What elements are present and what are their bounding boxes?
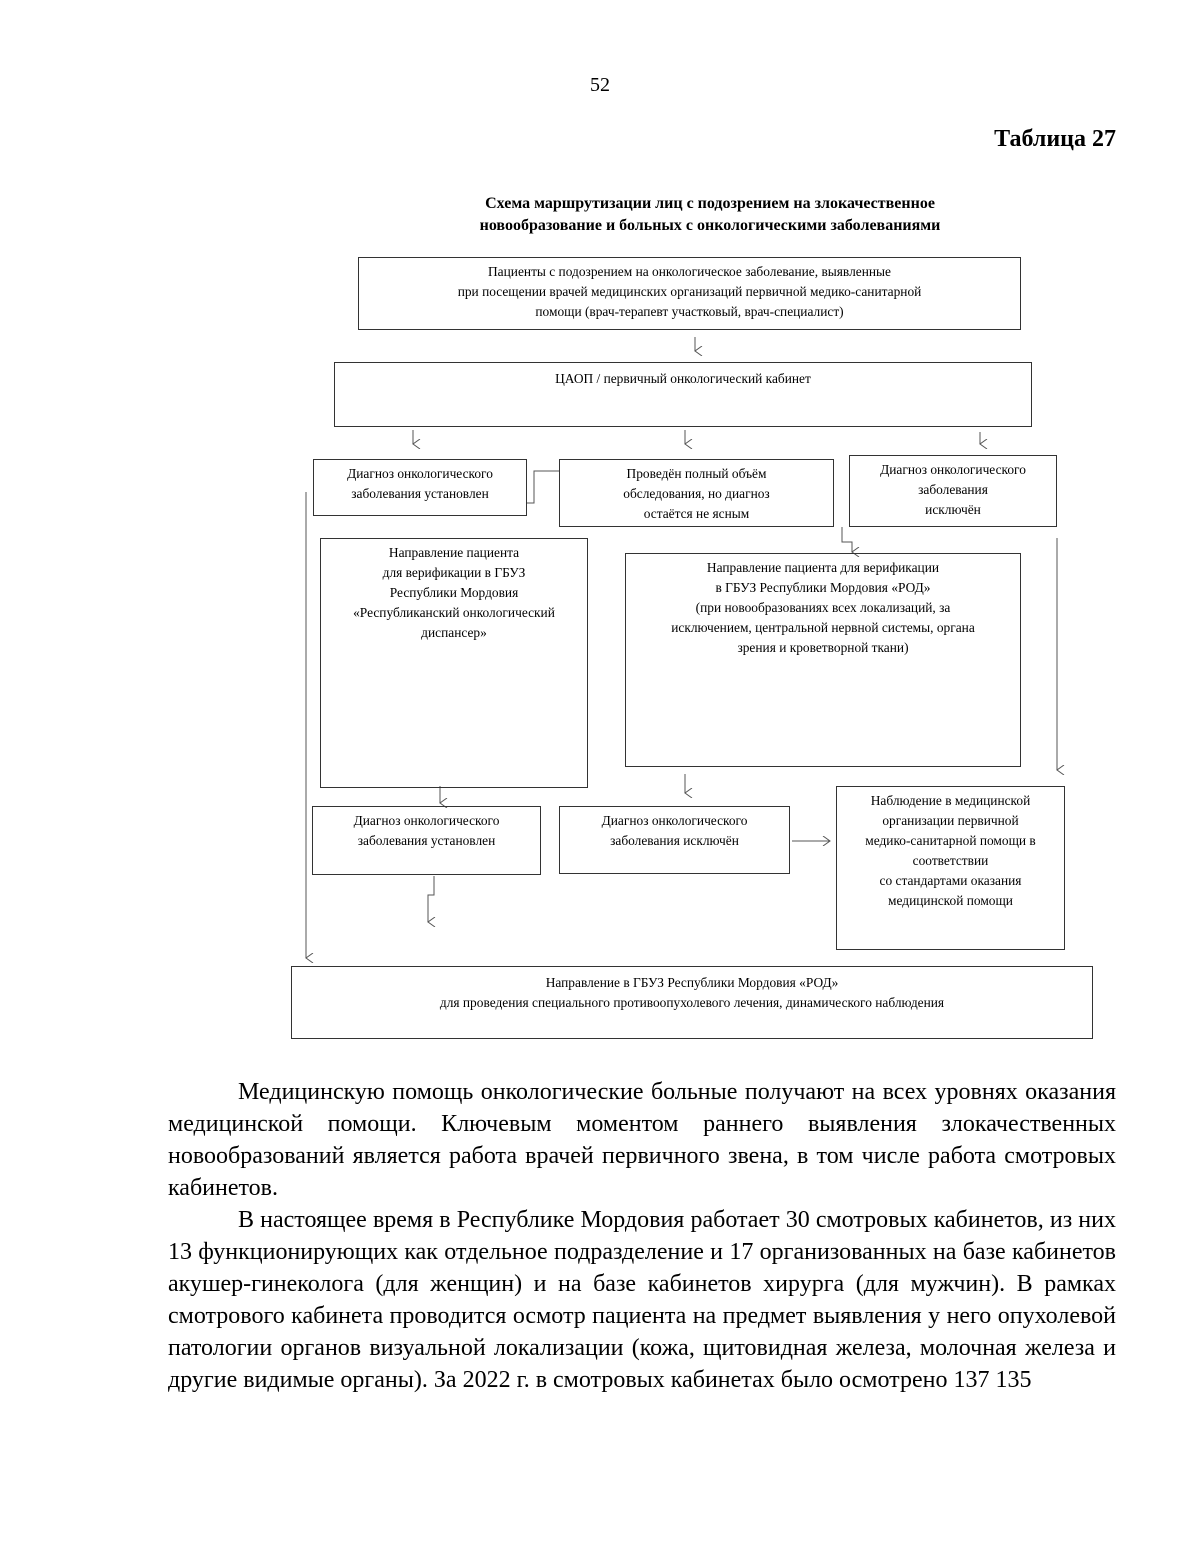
box-line: исключением, центральной нервной системы, органа: [671, 620, 975, 635]
box-line: ЦАОП / первичный онкологический кабинет: [555, 371, 811, 386]
box-line: со стандартами оказания: [879, 873, 1022, 888]
box-line: заболевания установлен: [351, 486, 489, 501]
box-observation: [836, 786, 1065, 950]
box-line: Направление в ГБУЗ Республики Мордовия «РОД»: [545, 975, 839, 990]
box-line: Диагноз онкологического: [601, 813, 748, 828]
box-line: при посещении врачей медицинских организаций первичной медико-санитарной: [457, 284, 922, 299]
arrow-unclear-to-established: [527, 471, 559, 503]
box-line: заболевания установлен: [357, 833, 496, 848]
box-line: Проведён полный объём: [626, 466, 767, 481]
box-line: заболевания: [918, 482, 988, 497]
box-line: «Республиканский онкологический: [353, 605, 555, 620]
scheme-title-line: Схема маршрутизации лиц с подозрением на злокачественное: [485, 195, 935, 212]
box-diag-established-2: [312, 806, 541, 875]
box-line: Диагноз онкологического: [347, 466, 493, 481]
arrow-unclear-to-rod: [842, 527, 852, 552]
box-line: Направление пациента: [388, 545, 520, 560]
box-line: Диагноз онкологического: [353, 813, 500, 828]
table-label: Таблица 27: [994, 126, 1116, 152]
box-line: (при новообразованиях всех локализаций, за: [695, 600, 951, 615]
box-line: для верификации в ГБУЗ: [382, 565, 526, 580]
box-line: Наблюдение в медицинской: [870, 793, 1031, 808]
box-line: соответствии: [912, 853, 989, 868]
box-exam-unclear: [559, 459, 834, 527]
box-line: Республики Мордовия: [389, 585, 519, 600]
box-diag-excluded-1: [849, 455, 1057, 527]
box-line: диспансер»: [421, 625, 487, 640]
box-line: для проведения специального противоопухолевого лечения, динамического наблюдения: [439, 995, 945, 1010]
box-tsaop: [334, 362, 1032, 427]
page-number: 52: [590, 74, 610, 96]
box-line: заболевания исключён: [610, 833, 739, 848]
box-line: медико-санитарной помощи в: [865, 833, 1036, 848]
box-referral-dispensary: [320, 538, 588, 788]
box-diag-excluded-2: [559, 806, 790, 874]
box-line: медицинской помощи: [888, 893, 1013, 908]
box-line: Направление пациента для верификации: [706, 560, 940, 575]
box-line: остаётся не ясным: [643, 506, 750, 521]
box-line: исключён: [925, 502, 981, 517]
box-line: помощи (врач-терапевт участковый, врач-специалист): [535, 304, 844, 319]
box-diag-established-1: [313, 459, 527, 516]
arrow-established-to-final: [428, 876, 434, 922]
box-line: Диагноз онкологического: [880, 462, 1026, 477]
box-line: в ГБУЗ Республики Мордовия «РОД»: [715, 580, 931, 595]
box-line: организации первичной: [882, 813, 1019, 828]
box-line: Пациенты с подозрением на онкологическое заболевание, выявленные: [488, 264, 891, 279]
box-final-referral: [291, 966, 1093, 1039]
paragraph: Медицинскую помощь онкологические больные получают на всех уровнях оказания медицинской помощи. Ключевым моментом раннего выявления злокачественных новообразований является работа врачей первичного звена, в том числе работа смотровых кабинетов.: [168, 1079, 1116, 1201]
scheme-title-line: новообразование и больных с онкологическими заболеваниями: [479, 217, 941, 234]
box-line: зрения и кроветворной ткани): [737, 640, 909, 655]
box-referral-rod: [625, 553, 1021, 767]
box-patients: [358, 257, 1021, 330]
box-line: обследования, но диагноз: [623, 486, 770, 501]
paragraph: В настоящее время в Республике Мордовия работает 30 смотровых кабинетов, из них 13 функционирующих как отдельное подразделение и 17 организованных на базе кабинетов акушер-гинеколога (для женщин) и на базе кабинетов хирурга (для мужчин). В рамках смотрового кабинета проводится осмотр пациента на предмет выявления у него опухолевой патологии органов визуальной локализации (кожа, щитовидная железа, молочная железа и другие видимые органы). За 2022 г. в смотровых кабинетах было осмотрено 137 135: [168, 1207, 1116, 1393]
body-text: [168, 1076, 1116, 1396]
